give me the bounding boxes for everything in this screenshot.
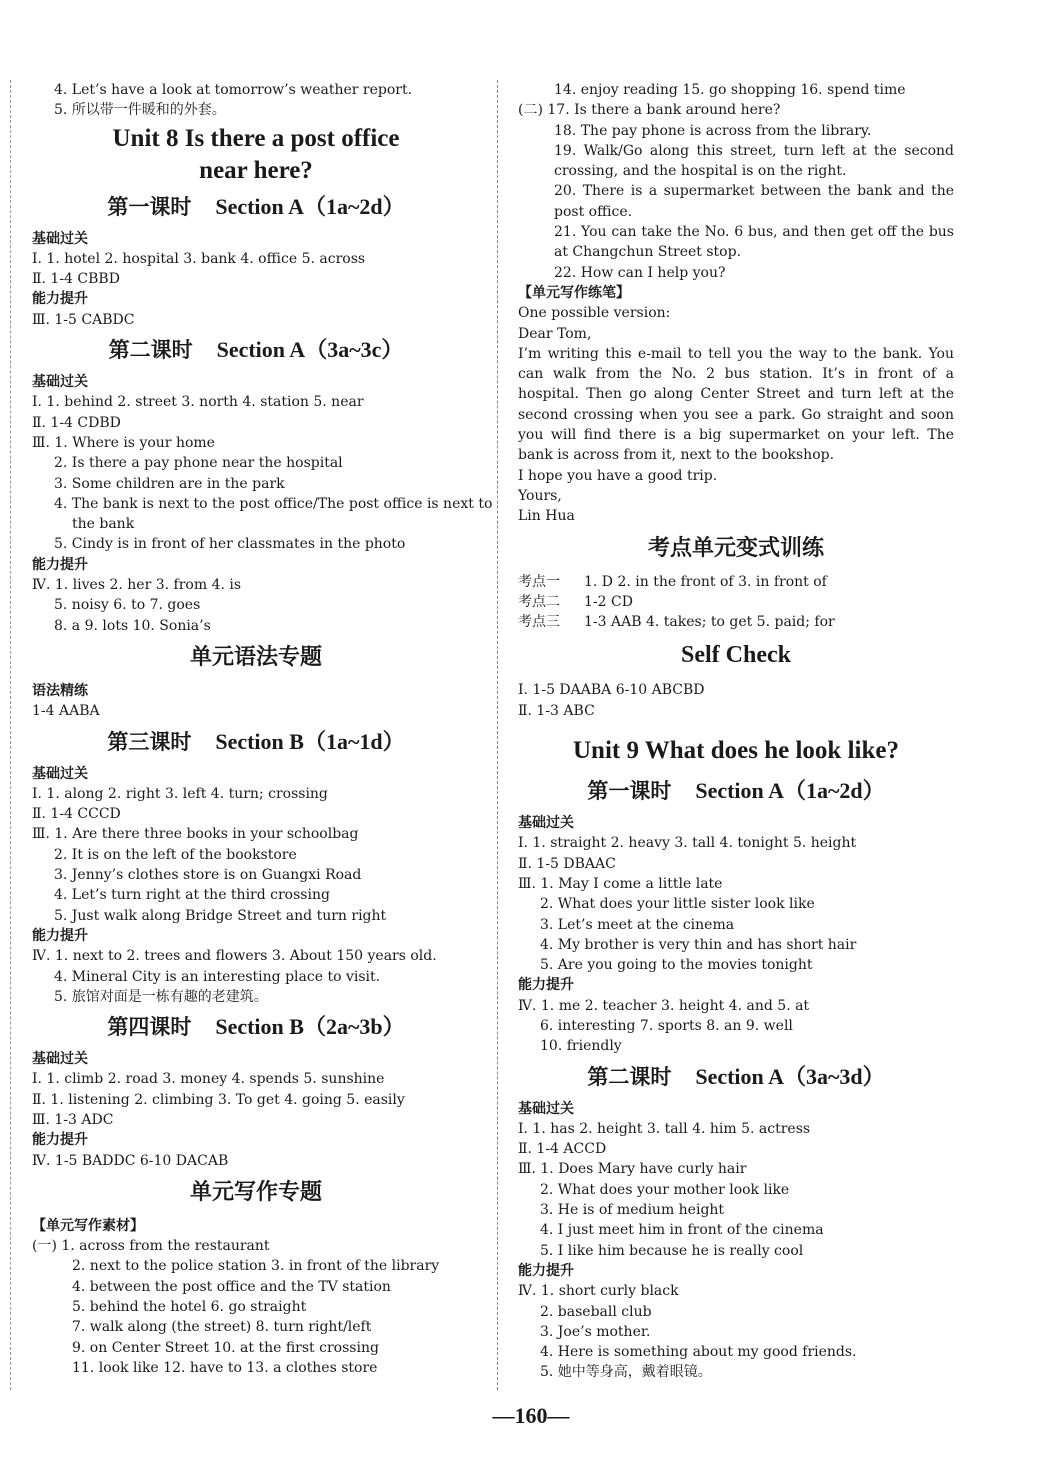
lesson-title: 第四课时 Section B（2a~3b） — [107, 1014, 405, 1040]
section-heading: 基础过关 — [32, 1051, 88, 1068]
answer-line: Ⅱ. 1-4 CCCD — [32, 806, 121, 823]
page-number: —160— — [492, 1403, 570, 1428]
letter-line: I hope you have a good trip. — [518, 467, 718, 484]
answer-line: 4. I just meet him in front of the cinema — [540, 1222, 824, 1239]
answer-line: 10. friendly — [540, 1038, 622, 1055]
answer-line: 2. What does your little sister look like — [540, 896, 815, 913]
answer-line: Ⅱ. 1. listening 2. climbing 3. To get 4. going 5. easily — [32, 1091, 405, 1108]
answer-line: 1-4 AABA — [32, 703, 100, 720]
answer-line: 4. The bank is next to the post office/The post office is next to — [54, 495, 493, 512]
answer-line: Ⅳ. 1-5 BADDC 6-10 DACAB — [32, 1152, 229, 1169]
section-heading: 能力提升 — [32, 927, 88, 944]
letter-line: Lin Hua — [518, 508, 575, 525]
self-check-title: Self Check — [681, 642, 791, 669]
answer-line: Ⅲ. 1-5 CABDC — [32, 311, 135, 328]
answer-line: 5. 旅馆对面是一栋有趣的老建筑。 — [54, 988, 268, 1005]
answer-line: Ⅱ. 1-4 CDBD — [32, 414, 121, 431]
lesson-title: 第一课时 Section A（1a~2d） — [587, 778, 885, 804]
answer-line: 3. He is of medium height — [540, 1202, 725, 1219]
answer-line: 4. Let’s turn right at the third crossing — [54, 887, 330, 904]
answer-line: 5. I like him because he is really cool — [540, 1242, 804, 1259]
section-heading: 能力提升 — [32, 1132, 88, 1149]
kp-title: 考点单元变式训练 — [647, 535, 824, 561]
kp-line: 考点一 1. D 2. in the front of 3. in front of — [518, 573, 827, 590]
unit9-title: Unit 9 What does he look like? — [573, 737, 899, 765]
answer-line: (一) 1. across from the restaurant — [32, 1238, 270, 1255]
section-heading: 基础过关 — [518, 815, 574, 832]
answer-line: Ⅰ. 1. climb 2. road 3. money 4. spends 5. sunshine — [32, 1071, 385, 1088]
answer-line: 5. Just walk along Bridge Street and turn right — [54, 907, 387, 924]
answer-line: Ⅱ. 1-5 DBAAC — [518, 855, 616, 872]
answer-line: 11. look like 12. have to 13. a clothes store — [72, 1359, 378, 1376]
answer-line: 4. Here is something about my good friends. — [540, 1344, 857, 1361]
answer-line: 2. It is on the left of the bookstore — [54, 846, 297, 863]
section-heading: 能力提升 — [32, 556, 88, 573]
answer-line: 5. noisy 6. to 7. goes — [54, 597, 201, 614]
answer-line: 18. The pay phone is across from the library. — [554, 122, 872, 139]
answer-line: 4. Mineral City is an interesting place to visit. — [54, 968, 381, 985]
letter-body: I’m writing this e-mail to tell you the way to the bank. You can walk from the No. 2 bus station. It’s in front of a hospital. Then go along Center Street and turn left at the second crossing when you see a park. Go straight and soon you will find there is a big supermarket on your left. The bank is across from it, next to the bookshop. — [518, 345, 954, 464]
answer-line: Ⅳ. 1. short curly black — [518, 1283, 679, 1300]
answer-line: Ⅱ. 1-4 CBBD — [32, 271, 120, 288]
answer-line: Ⅲ. 1. Where is your home — [32, 434, 215, 451]
answer-line: 6. interesting 7. sports 8. an 9. well — [540, 1017, 793, 1034]
writing-title: 单元写作专题 — [189, 1179, 322, 1205]
answer-line: 3. Some children are in the park — [54, 475, 285, 492]
section-heading: 基础过关 — [518, 1100, 574, 1117]
answer-line: 5. Are you going to the movies tonight — [540, 957, 813, 974]
section-heading: 【单元写作素材】 — [32, 1217, 144, 1234]
letter-line: Yours, — [518, 487, 562, 504]
column-divider — [497, 80, 498, 1390]
answer-line: 21. You can take the No. 6 bus, and then get off the bus at Changchun Street stop. — [554, 224, 954, 261]
section-heading: 能力提升 — [32, 291, 88, 308]
answer-line: Ⅲ. 1. Are there three books in your schoolbag — [32, 826, 359, 843]
answer-line: Ⅰ. 1. has 2. height 3. tall 4. him 5. actress — [518, 1120, 811, 1137]
section-heading: 基础过关 — [32, 765, 88, 782]
answer-line: 7. walk along (the street) 8. turn right/left — [72, 1319, 372, 1336]
section-heading: 能力提升 — [518, 1262, 574, 1279]
answer-line: Ⅲ. 1. Does Mary have curly hair — [518, 1161, 747, 1178]
section-heading: 【单元写作练笔】 — [518, 284, 630, 301]
intro-line: 4. Let’s have a look at tomorrow’s weather report. — [54, 82, 413, 98]
answer-line: 19. Walk/Go along this street, turn left at the second crossing, and the hospital is on the right. — [554, 142, 954, 180]
intro-line: 5. 所以带一件暖和的外套。 — [54, 102, 226, 119]
answer-line: 9. on Center Street 10. at the first crossing — [72, 1339, 379, 1356]
answer-line: 4. between the post office and the TV station — [72, 1278, 391, 1295]
unit8-title: Unit 8 Is there a post office near here? — [112, 124, 400, 184]
kp-line: 考点三 1-3 AAB 4. takes; to get 5. paid; for — [518, 614, 835, 631]
answer-line: 5. behind the hotel 6. go straight — [72, 1299, 307, 1316]
answer-line: Ⅲ. 1. May I come a little late — [518, 875, 723, 892]
section-heading: 语法精练 — [32, 682, 88, 699]
grammar-title: 单元语法专题 — [189, 644, 322, 670]
letter-line: Dear Tom, — [518, 325, 592, 342]
answer-line: Ⅱ. 1-3 ABC — [518, 702, 595, 719]
answer-line: Ⅰ. 1. behind 2. street 3. north 4. station 5. near — [32, 394, 364, 411]
answer-line: 2. What does your mother look like — [540, 1181, 790, 1198]
answer-line: the bank — [72, 516, 135, 533]
answer-line: 22. How can I help you? — [554, 264, 726, 281]
section-heading: 基础过关 — [32, 374, 88, 391]
left-column — [32, 80, 493, 1378]
answer-line: Ⅰ. 1. along 2. right 3. left 4. turn; crossing — [32, 785, 328, 802]
answer-line: Ⅰ. 1. hotel 2. hospital 3. bank 4. office 5. across — [32, 250, 366, 267]
answer-line: 4. My brother is very thin and has short hair — [540, 936, 857, 953]
answer-line: Ⅳ. 1. me 2. teacher 3. height 4. and 5. at — [518, 997, 810, 1014]
kp-line: 考点二 1-2 CD — [518, 593, 633, 610]
answer-line: Ⅰ. 1-5 DAABA 6-10 ABCBD — [518, 682, 705, 699]
answer-line: 2. Is there a pay phone near the hospital — [54, 455, 343, 472]
answer-line: 3. Jenny’s clothes store is on Guangxi Road — [54, 867, 362, 884]
answer-line: Ⅲ. 1-3 ADC — [32, 1111, 114, 1128]
answer-line: 5. Cindy is in front of her classmates in the photo — [54, 536, 406, 553]
answer-line: 8. a 9. lots 10. Sonia’s — [54, 617, 211, 634]
lesson-title: 第一课时 Section A（1a~2d） — [107, 193, 405, 219]
answer-line: Ⅳ. 1. next to 2. trees and flowers 3. About 150 years old. — [32, 948, 437, 965]
lesson-title: 第二课时 Section A（3a~3c） — [108, 337, 404, 363]
lesson-title: 第二课时 Section A（3a~3d） — [587, 1063, 885, 1089]
answer-line: Ⅱ. 1-4 ACCD — [518, 1141, 607, 1158]
answer-line: 2. baseball club — [540, 1303, 652, 1320]
section-heading: 能力提升 — [518, 977, 574, 994]
answer-line: 2. next to the police station 3. in front of the library — [72, 1258, 440, 1275]
letter-line: One possible version: — [518, 305, 671, 322]
answer-line: 3. Let’s meet at the cinema — [540, 916, 735, 933]
answer-line: 5. 她中等身高，戴着眼镜。 — [540, 1364, 712, 1381]
answer-line: Ⅰ. 1. straight 2. heavy 3. tall 4. tonight 5. height — [518, 835, 857, 852]
answer-line: 14. enjoy reading 15. go shopping 16. spend time — [554, 82, 906, 98]
answer-line: Ⅳ. 1. lives 2. her 3. from 4. is — [32, 577, 242, 594]
answer-line: (二) 17. Is there a bank around here? — [518, 102, 781, 119]
right-column — [518, 80, 954, 1383]
lesson-title: 第三课时 Section B（1a~1d） — [107, 728, 405, 754]
section-heading: 基础过关 — [32, 230, 88, 247]
answer-line: 3. Joe’s mother. — [540, 1323, 651, 1340]
page-edge-line — [10, 80, 11, 1390]
answer-line: 20. There is a supermarket between the bank and the post office. — [554, 183, 954, 220]
